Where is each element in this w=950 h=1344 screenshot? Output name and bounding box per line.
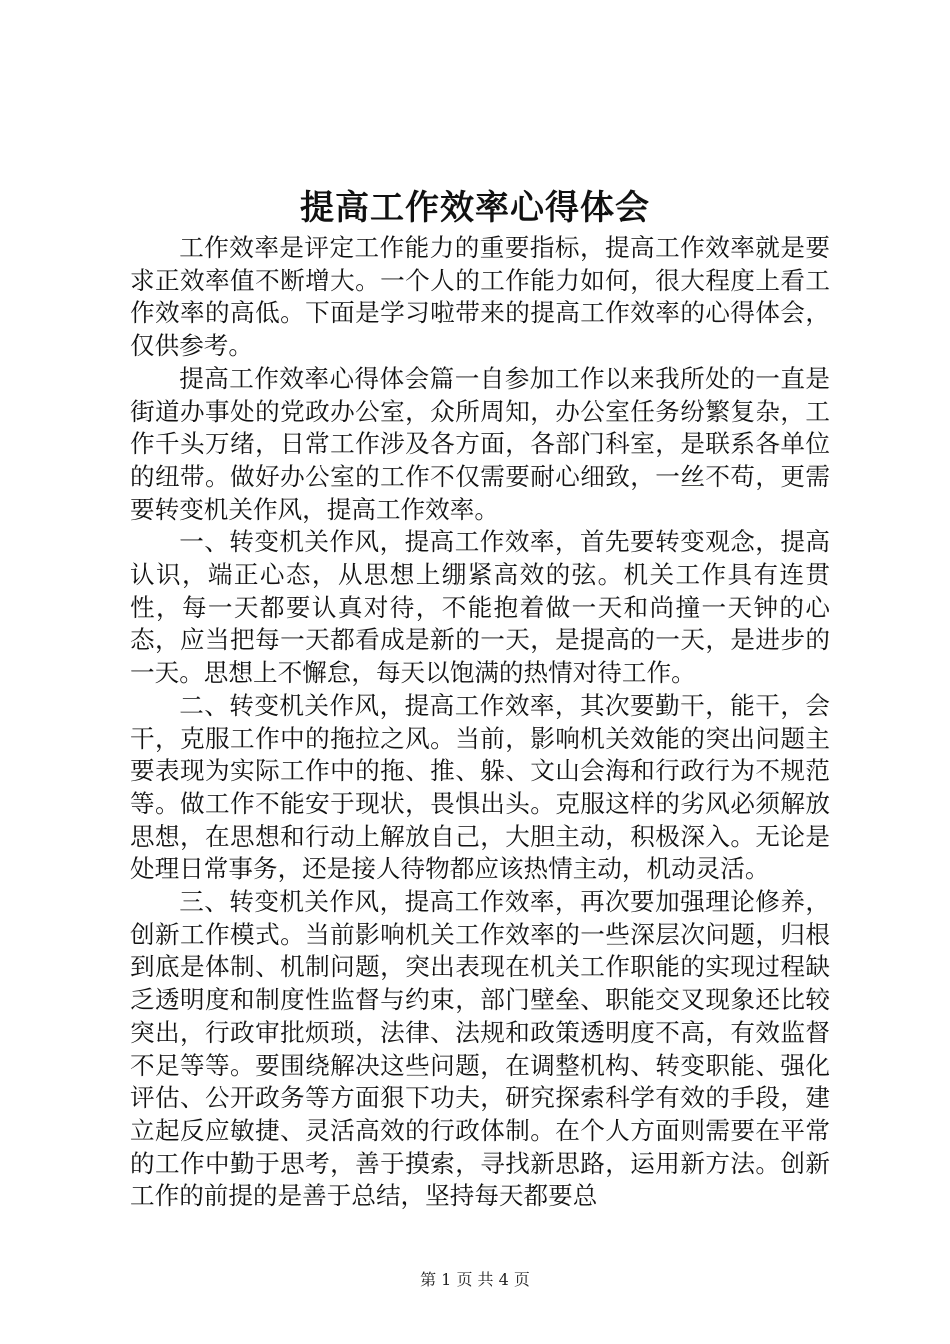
document-body xyxy=(130,232,830,1213)
paragraph-point-three: 三、转变机关作风，提高工作效率，再次要加强理论修养，创新工作模式。当前影响机关工作效率的一些深层次问题，归根到底是体制、机制问题，突出表现在机关工作职能的实现过程缺乏透明度和制度性监督与约束，部门壁垒、职能交叉现象还比较突出，行政审批烦琐，法律、法规和政策透明度不高，有效监督不足等等。要围绕解决这些问题，在调整机构、转变职能、强化评估、公开政务等方面狠下功夫，研究探索科学有效的手段，建立起反应敏捷、灵活高效的行政体制。在个人方面则需要在平常的工作中勤于思考，善于摸索，寻找新思路，运用新方法。创新工作的前提的是善于总结，坚持每天都要总 xyxy=(130,887,830,1211)
paragraph-point-two: 二、转变机关作风，提高工作效率，其次要勤干，能干，会干，克服工作中的拖拉之风。当前，影响机关效能的突出问题主要表现为实际工作中的拖、推、躲、文山会海和行政行为不规范等。做工作不能安于现状，畏惧出头。克服这样的劣风必须解放思想，在思想和行动上解放自己，大胆主动，积极深入。无论是处理日常事务，还是接人待物都应该热情主动，机动灵活。 xyxy=(130,690,830,884)
paragraph-intro: 工作效率是评定工作能力的重要指标，提高工作效率就是要求正效率值不断增大。一个人的工作能力如何，很大程度上看工作效率的高低。下面是学习啦带来的提高工作效率的心得体会，仅供参考。 xyxy=(130,233,830,361)
paragraph-part-one: 提高工作效率心得体会篇一自参加工作以来我所处的一直是街道办事处的党政办公室，众所周知，办公室任务纷繁复杂，工作千头万绪，日常工作涉及各方面，各部门科室，是联系各单位的纽带。做好办公室的工作不仅需要耐心细致，一丝不苟，更需要转变机关作风，提高工作效率。 xyxy=(130,363,830,524)
page-number: 第 1 页 共 4 页 xyxy=(420,1270,530,1289)
document-title: 提高工作效率心得体会 xyxy=(300,188,650,228)
paragraph-point-one: 一、转变机关作风，提高工作效率，首先要转变观念，提高认识，端正心态，从思想上绷紧高效的弦。机关工作具有连贯性，每一天都要认真对待，不能抱着做一天和尚撞一天钟的心态，应当把每一天都看成是新的一天，是提高的一天，是进步的一天。思想上不懈怠，每天以饱满的热情对待工作。 xyxy=(130,527,830,688)
